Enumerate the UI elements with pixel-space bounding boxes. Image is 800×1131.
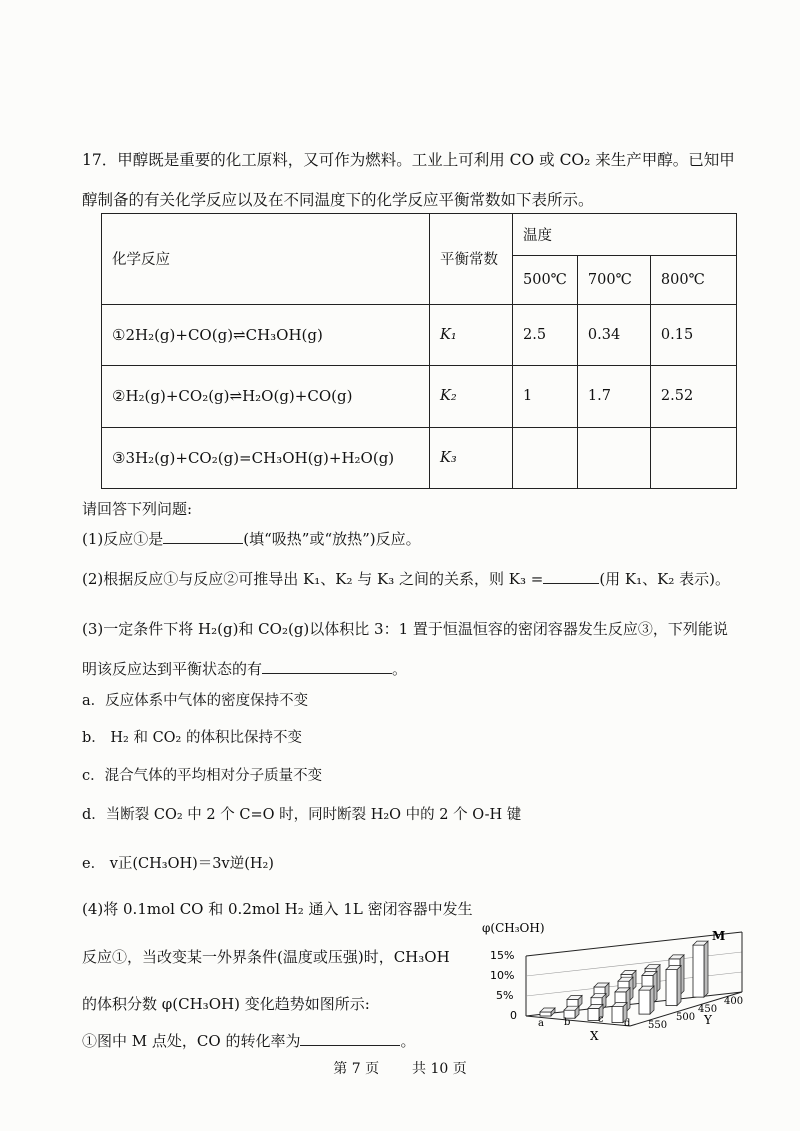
bar xyxy=(693,945,704,997)
page-total: 共 10 页 xyxy=(412,1061,467,1077)
chart-title: φ(CH₃OH) xyxy=(482,921,545,935)
page-footer xyxy=(0,1058,800,1078)
point-m-label: M xyxy=(712,929,726,943)
x-tick-label: a xyxy=(538,1018,544,1029)
temp-700: 700℃ xyxy=(577,256,650,304)
k-1: K₁ xyxy=(430,304,513,365)
bar xyxy=(540,1012,551,1016)
reaction-1: ①2H₂(g)+CO(g)⇌CH₃OH(g) xyxy=(102,304,430,365)
k3-700 xyxy=(577,427,650,488)
bar xyxy=(612,1007,623,1023)
k2-500: 1 xyxy=(513,366,578,427)
bar-side xyxy=(650,986,654,1014)
table-row xyxy=(102,304,737,365)
y-tick-label: 0 xyxy=(510,1009,517,1022)
y-tick-label: 550 xyxy=(648,1020,668,1031)
q3-text-after: 。 xyxy=(392,660,408,678)
q3-answer-blank[interactable] xyxy=(262,673,392,674)
q4-sub1-after: 。 xyxy=(400,1032,416,1050)
q4-line1: (4)将 0.1mol CO 和 0.2mol H₂ 通入 1L 密闭容器中发生 xyxy=(82,900,473,918)
page-number: 第 7 页 xyxy=(333,1061,380,1077)
q1 xyxy=(82,528,421,549)
bar xyxy=(666,970,677,1006)
k1-700: 0.34 xyxy=(577,304,650,365)
y-tick-label: 15% xyxy=(490,949,515,962)
back-wall-top xyxy=(526,932,742,956)
reaction-3: ③3H₂(g)+CO₂(g)=CH₃OH(g)+H₂O(g) xyxy=(102,427,430,488)
reaction-2: ②H₂(g)+CO₂(g)⇌H₂O(g)+CO(g) xyxy=(102,366,430,427)
option-b: b． H₂ 和 CO₂ 的体积比保持不变 xyxy=(82,730,302,746)
header-temp: 温度 xyxy=(513,214,737,256)
y-tick-label: 5% xyxy=(496,989,514,1002)
y-tick-label: 500 xyxy=(676,1012,696,1023)
option-c: c．混合气体的平均相对分子质量不变 xyxy=(82,768,323,784)
k2-700: 1.7 xyxy=(577,366,650,427)
k3-500 xyxy=(513,427,578,488)
answer-prompt: 请回答下列问题: xyxy=(82,500,193,518)
q2-text-after: (用 K₁、K₂ 表示)。 xyxy=(599,570,730,588)
table-row xyxy=(102,366,737,427)
k2-800: 2.52 xyxy=(650,366,736,427)
k1-500: 2.5 xyxy=(513,304,578,365)
x-axis-label: X xyxy=(590,1029,599,1043)
question-intro-line1: 17．甲醇既是重要的化工原料，又可作为燃料。工业上可利用 CO 或 CO₂ 来生产甲醇。已知甲 xyxy=(82,151,735,169)
x-tick-label: b xyxy=(564,1017,571,1028)
header-k: 平衡常数 xyxy=(430,214,513,305)
chart-3d-bar xyxy=(480,918,780,1043)
q4-line3: 的体积分数 φ(CH₃OH) 变化趋势如图所示: xyxy=(82,995,370,1013)
k-3: K₃ xyxy=(430,427,513,488)
y-tick-label: 10% xyxy=(490,969,515,982)
q3-line2 xyxy=(82,658,407,679)
reaction-table xyxy=(101,213,737,489)
q4-sub1 xyxy=(82,1030,415,1051)
y-tick-label: 400 xyxy=(724,996,744,1007)
q4-line2: 反应①，当改变某一外界条件(温度或压强)时，CH₃OH xyxy=(82,948,450,966)
temp-500: 500℃ xyxy=(513,256,578,304)
option-d: d．当断裂 CO₂ 中 2 个 C=O 时，同时断裂 H₂O 中的 2 个 O-H 键 xyxy=(82,807,522,823)
option-a: a．反应体系中气体的密度保持不变 xyxy=(82,693,309,709)
k1-800: 0.15 xyxy=(650,304,736,365)
bar-side xyxy=(677,966,681,1006)
q3-text-before: 明该反应达到平衡状态的有 xyxy=(82,660,263,678)
y-axis-label: Y xyxy=(704,1013,712,1027)
q4-sub1-before: ①图中 M 点处，CO 的转化率为 xyxy=(82,1032,301,1050)
x-tick-label: d xyxy=(624,1018,631,1029)
q1-text-before: (1)反应①是 xyxy=(82,530,164,548)
y-tick-label: 450 xyxy=(698,1004,718,1015)
q1-text-after: (填“吸热”或“放热”)反应。 xyxy=(243,530,421,548)
temp-800: 800℃ xyxy=(650,256,736,304)
bar xyxy=(639,990,650,1014)
q2-answer-blank[interactable] xyxy=(543,583,599,584)
q2 xyxy=(82,568,730,589)
header-reaction: 化学反应 xyxy=(102,214,430,305)
q2-text-before: (2)根据反应①与反应②可推导出 K₁、K₂ 与 K₃ 之间的关系，则 K₃ = xyxy=(82,570,544,588)
k3-800 xyxy=(650,427,736,488)
k-2: K₂ xyxy=(430,366,513,427)
option-e: e． v正(CH₃OH)＝3v逆(H₂) xyxy=(82,856,274,872)
bar-side xyxy=(704,941,708,997)
table-row xyxy=(102,427,737,488)
x-tick-label: c xyxy=(598,1014,604,1025)
q4-answer-blank[interactable] xyxy=(300,1045,400,1046)
question-intro-line2: 醇制备的有关化学反应以及在不同温度下的化学反应平衡常数如下表所示。 xyxy=(82,191,594,209)
q3-line1: (3)一定条件下将 H₂(g)和 CO₂(g)以体积比 3：1 置于恒温恒容的密闭容器发生反应③，下列能说 xyxy=(82,620,728,638)
q1-answer-blank[interactable] xyxy=(163,543,243,544)
